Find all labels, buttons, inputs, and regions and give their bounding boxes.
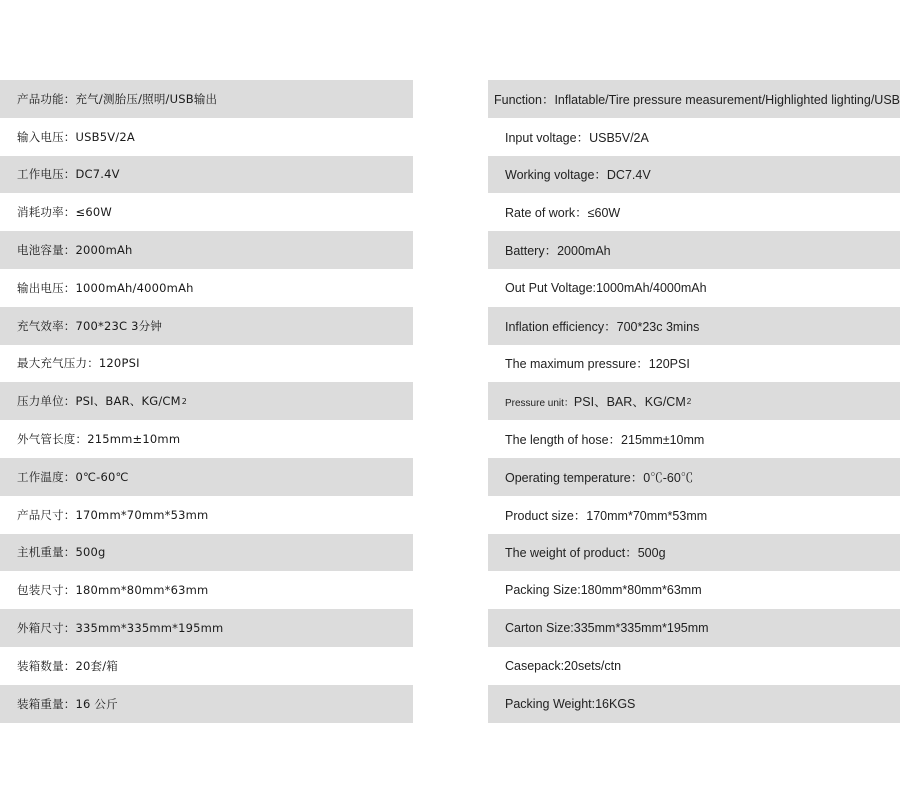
spec-text: 主机重量：500g xyxy=(17,545,106,560)
spec-text: Battery：2000mAh xyxy=(505,244,611,259)
spec-text: Operating temperature：0℃-60℃ xyxy=(505,470,694,485)
spec-text: 外箱尺寸：335mm*335mm*195mm xyxy=(17,621,224,636)
spec-row-hose-length-en xyxy=(488,420,900,458)
spec-row-working-voltage-en xyxy=(488,156,900,194)
spec-row-power-cn xyxy=(0,193,413,231)
spec-text: 输出电压：1000mAh/4000mAh xyxy=(17,280,194,295)
spec-text: 电池容量：2000mAh xyxy=(17,243,133,258)
spec-text: Packing Weight:16KGS xyxy=(505,696,636,711)
spec-row-product-size-en xyxy=(488,496,900,534)
spec-text: 产品尺寸：170mm*70mm*53mm xyxy=(17,507,209,522)
spec-row-output-voltage-cn xyxy=(0,269,413,307)
spec-row-max-pressure-en xyxy=(488,345,900,383)
spec-row-carton-size-cn xyxy=(0,609,413,647)
spec-text: Input voltage：USB5V/2A xyxy=(505,130,649,145)
spec-row-function-cn xyxy=(0,80,413,118)
spec-row-battery-en xyxy=(488,231,900,269)
spec-text: 工作温度：0℃-60℃ xyxy=(17,469,129,484)
spec-text: 外气管长度：215mm±10mm xyxy=(17,432,181,447)
spec-text: Casepack:20sets/ctn xyxy=(505,658,622,673)
spec-row-packing-size-cn xyxy=(0,571,413,609)
spec-row-function-en xyxy=(488,80,900,118)
spec-text: 产品功能：充气/测胎压/照明/USB输出 xyxy=(17,91,218,106)
spec-table-chinese xyxy=(0,80,413,723)
spec-label: Pressure unit： xyxy=(505,397,574,409)
spec-row-casepack-cn xyxy=(0,647,413,685)
spec-row-packing-weight-en xyxy=(488,685,900,723)
spec-row-battery-cn xyxy=(0,231,413,269)
spec-row-carton-size-en xyxy=(488,609,900,647)
spec-text: The length of hose：215mm±10mm xyxy=(505,433,705,448)
spec-row-hose-length-cn xyxy=(0,420,413,458)
spec-row-working-voltage-cn xyxy=(0,156,413,194)
spec-row-inflation-efficiency-cn xyxy=(0,307,413,345)
spec-text: The weight of product：500g xyxy=(505,546,666,561)
spec-row-operating-temperature-en xyxy=(488,458,900,496)
spec-text: Product size：170mm*70mm*53mm xyxy=(505,508,708,523)
spec-text: 充气效率：700*23C 3分钟 xyxy=(17,318,163,333)
spec-text: Packing Size:180mm*80mm*63mm xyxy=(505,583,702,598)
spec-row-product-weight-en xyxy=(488,534,900,572)
spec-row-max-pressure-cn xyxy=(0,345,413,383)
spec-row-casepack-en xyxy=(488,647,900,685)
spec-row-product-size-cn xyxy=(0,496,413,534)
spec-text: 装箱重量：16 公斤 xyxy=(17,696,118,711)
spec-row-packing-size-en xyxy=(488,571,900,609)
spec-text: Rate of work：≤60W xyxy=(505,206,621,221)
spec-text: Function：Inflatable/Tire pressure measurement/Highlighted lighting/USB xyxy=(494,92,900,107)
spec-text: 包装尺寸：180mm*80mm*63mm xyxy=(17,583,209,598)
spec-text: Carton Size:335mm*335mm*195mm xyxy=(505,621,709,636)
spec-row-packing-weight-cn xyxy=(0,685,413,723)
superscript: 2 xyxy=(686,396,692,406)
spec-text: 输入电压：USB5V/2A xyxy=(17,129,135,144)
spec-row-power-en xyxy=(488,193,900,231)
spec-table-english xyxy=(488,80,900,723)
spec-text: 装箱数量：20套/箱 xyxy=(17,658,119,673)
spec-text: Out Put Voltage:1000mAh/4000mAh xyxy=(505,280,707,295)
spec-row-operating-temperature-cn xyxy=(0,458,413,496)
spec-row-pressure-unit-cn xyxy=(0,382,413,420)
spec-text: Working voltage：DC7.4V xyxy=(505,168,651,183)
spec-text: PSI、BAR、KG/CM xyxy=(573,395,686,410)
spec-text: Inflation efficiency：700*23c 3mins xyxy=(505,319,700,334)
spec-row-product-weight-cn xyxy=(0,534,413,572)
spec-row-pressure-unit-en xyxy=(488,382,900,420)
superscript: 2 xyxy=(181,396,188,406)
spec-text: 消耗功率：≤60W xyxy=(17,205,112,220)
spec-text: 最大充气压力：120PSI xyxy=(17,356,140,371)
spec-row-input-voltage-en xyxy=(488,118,900,156)
spec-row-output-voltage-en xyxy=(488,269,900,307)
spec-row-inflation-efficiency-en xyxy=(488,307,900,345)
spec-text: 压力单位：PSI、BAR、KG/CM xyxy=(17,394,181,409)
spec-row-input-voltage-cn xyxy=(0,118,413,156)
spec-text: 工作电压：DC7.4V xyxy=(17,167,120,182)
spec-text: The maximum pressure：120PSI xyxy=(505,357,690,372)
